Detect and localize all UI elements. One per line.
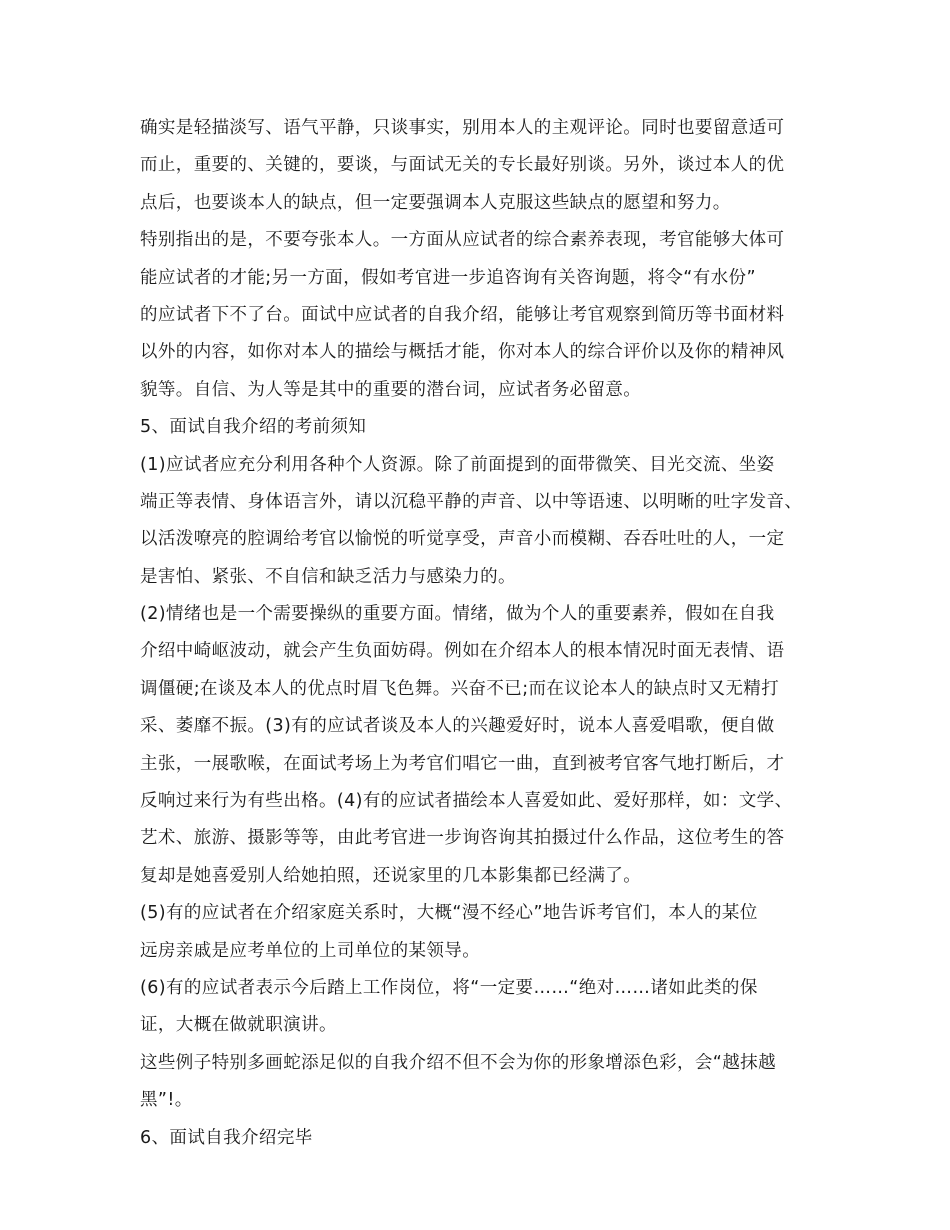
- text-line: 主张，一展歌喉，在面试考场上为考官们唱它一曲，直到被考官客气地打断后，才: [140, 753, 785, 774]
- text-line: (6)有的应试者表示今后踏上工作岗位，将“一定要……“绝对……诸如此类的保: [140, 977, 758, 998]
- text-line: 远房亲戚是应考单位的上司单位的某领导。: [140, 940, 481, 961]
- text-line: 艺术、旅游、摄影等等，由此考官进一步询咨询其拍摄过什么作品，这位考生的答: [140, 828, 785, 849]
- section-heading: 5、面试自我介绍的考前须知: [140, 417, 367, 438]
- text-line: 证，大概在做就职演讲。: [140, 1015, 337, 1036]
- text-line: 复却是她喜爱别人给她拍照，还说家里的几本影集都已经满了。: [140, 865, 642, 886]
- section-heading: 6、面试自我介绍完毕: [140, 1127, 313, 1148]
- text-line: (5)有的应试者在介绍家庭关系时，大概“漫不经心”地告诉考官们，本人的某位: [140, 903, 758, 924]
- text-line: 确实是轻描淡写、语气平静，只谈事实，别用本人的主观评论。同时也要留意适可: [140, 118, 785, 138]
- text-line: 的应试者下不了台。面试中应试者的自我介绍，能够让考官观察到简历等书面材料: [140, 304, 785, 325]
- text-line: 黑”!。: [140, 1090, 193, 1111]
- text-line: 而止，重要的、关键的，要谈，与面试无关的专长最好别谈。另外，谈过本人的优: [140, 155, 785, 176]
- text-line: 能应试者的才能;另一方面，假如考官进一步追咨询有关咨询题，将令“有水份”: [140, 267, 756, 288]
- text-line: (2)情绪也是一个需要操纵的重要方面。情绪，做为个人的重要素养，假如在自我: [140, 604, 775, 625]
- text-line: 介绍中崎岖波动，就会产生负面妨碍。例如在介绍本人的根本情况时面无表情、语: [140, 641, 785, 662]
- text-line: 是害怕、紧张、不自信和缺乏活力与感染力的。: [140, 566, 516, 587]
- text-line: 特别指出的是，不要夸张本人。一方面从应试者的综合素养表现，考官能够大体可: [140, 230, 785, 251]
- text-line: 采、萎靡不振。(3)有的应试者谈及本人的兴趣爱好时，说本人喜爱唱歌，便自做: [140, 716, 775, 737]
- text-line: 端正等表情、身体语言外，请以沉稳平静的声音、以中等语速、以明晰的吐字发音、: [140, 491, 803, 512]
- text-line: 貌等。自信、为人等是其中的重要的潜台词，应试者务必留意。: [140, 379, 642, 400]
- text-line: 以活泼嘹亮的腔调给考官以愉悦的听觉享受，声音小而模糊、吞吞吐吐的人，一定: [140, 529, 785, 550]
- text-line: 调僵硬;在谈及本人的优点时眉飞色舞。兴奋不已;而在议论本人的缺点时又无精打: [140, 678, 780, 699]
- text-line: 以外的内容，如你对本人的描绘与概括才能，你对本人的综合评价以及你的精神风: [140, 342, 785, 363]
- text-line: 这些例子特别多画蛇添足似的自我介绍不但不会为你的形象增添色彩，会“越抹越: [140, 1052, 776, 1073]
- text-line: (1)应试者应充分利用各种个人资源。除了前面提到的面带微笑、目光交流、坐姿: [140, 454, 775, 475]
- text-line: 反响过来行为有些出格。(4)有的应试者描绘本人喜爱如此、爱好那样，如：文学、: [140, 791, 793, 812]
- document-body: [140, 110, 830, 1157]
- text-line: 点后，也要谈本人的缺点，但一定要强调本人克服这些缺点的愿望和努力。: [140, 192, 731, 213]
